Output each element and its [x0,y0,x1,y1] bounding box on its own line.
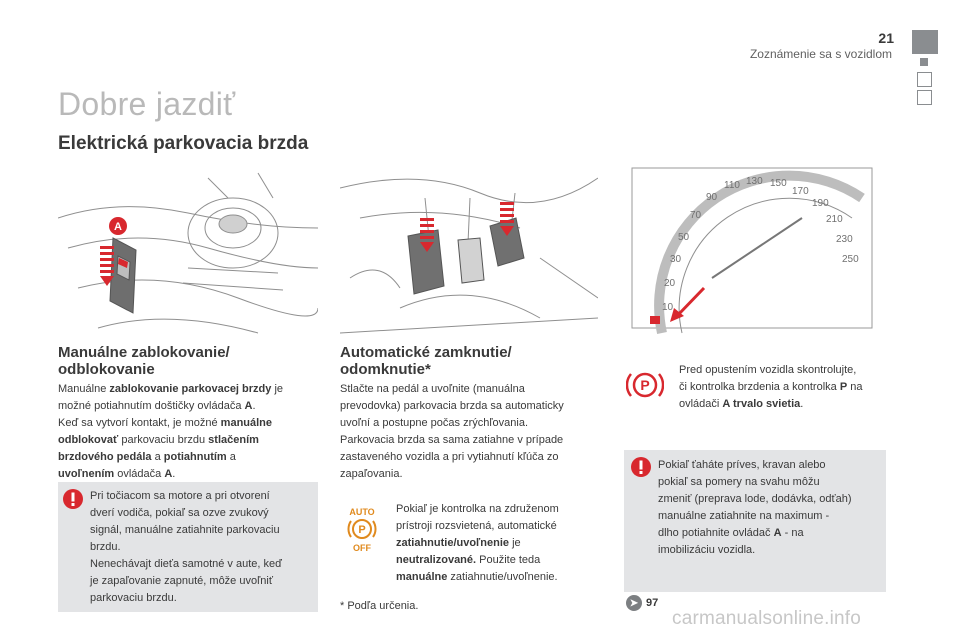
dashboard-drawing [622,158,884,338]
speed-tick-50: 50 [678,232,690,243]
section-title: Elektrická parkovacia brzda [58,133,309,154]
speed-tick-70: 70 [690,210,702,221]
speed-tick-150: 150 [770,178,787,189]
illustration-brake-switch [58,158,318,338]
speed-tick-130: 130 [746,176,763,187]
illustration-dashboard [622,158,884,338]
pedals-drawing [340,158,598,338]
speed-tick-90: 90 [706,192,718,203]
warning-text-left: Pri točiacom sa motore a pri otvorení dverí vodiča, pokiaľ sa ozve zvukový signál, manuálne zatiahnite parkovaciu brzdu. Nenechávajt dieťa samotné v aute, keď je zapaľovanie zapnuté, môže uvoľniť parkovaciu brzdu. [90,490,282,604]
speed-tick-30: 30 [670,254,682,265]
page-reference-number: 97 [646,597,659,609]
chapter-tab-3 [917,90,932,105]
page-title: Dobre jazdiť [58,86,236,122]
label-a: A [114,221,122,233]
svg-text:P: P [640,377,650,393]
auto-paragraph: Stlačte na pedál a uvoľnite (manuálna prevodovka) parkovacia brzda sa automaticky uvoľní a postupne počas zrýchľovania. Parkovacia brzda sa sama zatiahne v prípade zastaveného vozidla a pri vytiahnutí kľúča zo zapaľovania. [340,383,564,480]
svg-text:P: P [358,524,366,536]
manual-paragraph: Manuálne zablokovanie parkovacej brzdy je možné potiahnutím doštičky ovládača A. Keď sa vytvorí kontakt, je možné manuálne odblokovať parkovaciu brzdu stlačením brzdového pedála a potiahnutím a uvoľnením ovládača A. [58,383,284,480]
speed-tick-110: 110 [724,180,740,191]
brake-switch-drawing [58,158,318,338]
warning-icon-right [630,456,652,478]
speed-tick-250: 250 [842,254,859,265]
page-number: 21 [878,30,894,46]
speed-tick-190: 190 [812,198,829,209]
speed-tick-170: 170 [792,186,809,197]
running-head: Zoznámenie sa s vozidlom [749,47,892,61]
watermark: carmanualsonline.info [672,608,862,629]
speed-tick-10: 10 [662,302,674,313]
page-reference-link[interactable] [626,595,658,611]
warning-icon-left [62,488,84,510]
warning-text-right: Pokiaľ ťaháte príves, kravan alebo pokiaľ sa pomery na svahu môžu zmeniť (preprava lode, dodávka, odťah) manuálne zatiahnite na maximum - dlho potiahnite ovládač A - na imobilizáciu vozidla. [658,459,852,556]
illustration-pedals [340,158,598,338]
auto-p-off-indicator-icon [344,505,380,553]
speed-tick-210: 210 [826,214,843,225]
manual-heading: Manuálne zablokovanie/ odblokovanie [58,344,230,378]
chapter-tab-active [912,30,938,54]
arrow-right-icon: ➤ [626,595,642,611]
footnote: * Podľa určenia. [340,600,419,612]
svg-text:OFF: OFF [353,543,371,553]
svg-text:AUTO: AUTO [349,507,375,517]
speed-tick-230: 230 [836,234,853,245]
auto-heading: Automatické zamknutie/ odomknutie* [340,344,512,378]
chapter-tab-2 [917,72,932,87]
auto-indicator-paragraph: Pokiaľ je kontrolka na združenom prístroji rozsvietená, automatické zatiahnutie/uvoľnenie je neutralizované. Použite teda manuálne zatiahnutie/uvoľnenie. [396,503,559,583]
chapter-tab-marker [920,58,928,66]
parking-brake-p-icon [626,368,664,402]
speed-tick-20: 20 [664,278,676,289]
right-paragraph: Pred opustením vozidla skontrolujte, či kontrolka brzdenia a kontrolka P na ovládači A trvalo svietia. [679,364,863,410]
